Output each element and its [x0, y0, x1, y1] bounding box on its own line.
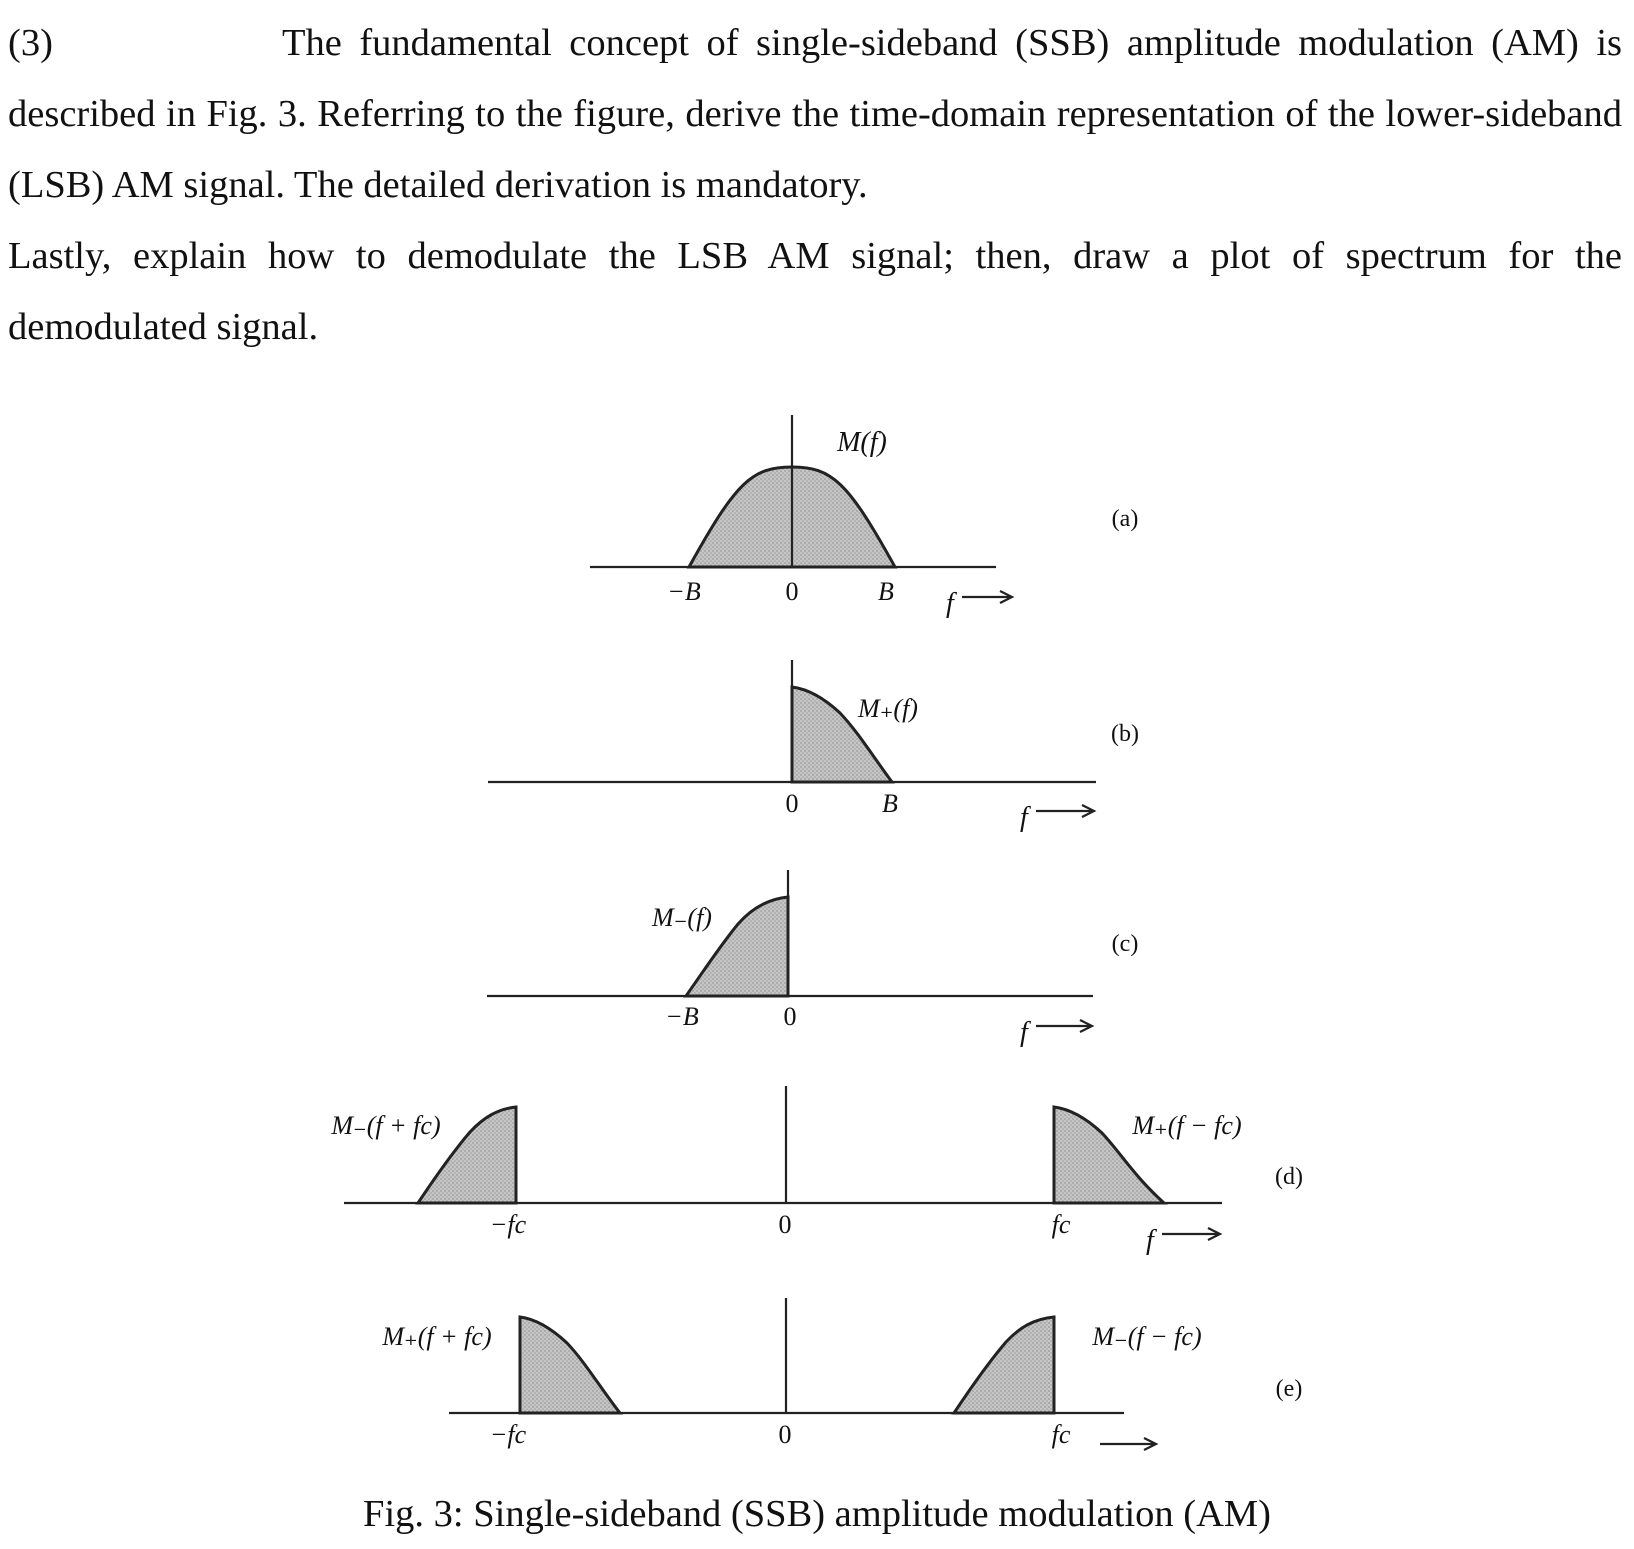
ssb-spectrum-figure: [0, 410, 1634, 1490]
panel-e-label: (e): [1275, 1376, 1303, 1402]
panel-c: [487, 870, 1138, 1048]
problem-number: (3): [8, 22, 53, 64]
figure-caption: Fig. 3: Single-sideband (SSB) amplitude modulation (AM): [363, 1493, 1271, 1535]
panel-e-tick-zero: 0: [778, 1420, 792, 1449]
panel-d-right-curve-label: M₊(f − fc): [1132, 1111, 1242, 1140]
panel-b: [488, 660, 1139, 833]
panel-c-label: (c): [1111, 931, 1139, 957]
panel-c-tick-zero: 0: [783, 1002, 797, 1031]
panel-d: [330, 1086, 1303, 1256]
panel-a: [590, 415, 1138, 619]
panel-a-label: (a): [1111, 506, 1139, 532]
problem-statement-2: Lastly, explain how to demodulate the LSB AM signal; then, draw a plot of spectrum for the demodulated signal.: [8, 235, 1622, 348]
panel-b-axis-arrow: [1036, 805, 1094, 817]
panel-b-axis-label: f: [1020, 802, 1028, 833]
panel-e-right-curve-label: M₋(f − fc): [1092, 1322, 1202, 1351]
panel-a-axis-label: f: [946, 588, 954, 619]
panel-b-tick-zero: 0: [785, 789, 799, 818]
problem-text: [8, 8, 1622, 363]
panel-d-tick-fc: fc: [1051, 1210, 1071, 1239]
panel-d-axis-arrow: [1162, 1228, 1220, 1240]
panel-e-left-curve-label: M₊(f + fc): [382, 1322, 492, 1351]
panel-b-curve-label: M₊(f): [858, 694, 918, 723]
panel-e: [381, 1298, 1302, 1450]
panel-e-right-sideband: [954, 1317, 1054, 1413]
panel-d-axis-label: f: [1146, 1225, 1154, 1256]
panel-d-label: (d): [1275, 1164, 1303, 1190]
problem-paragraph-2: [8, 221, 1622, 363]
panel-d-tick-neg-fc: −fc: [489, 1210, 527, 1239]
problem-paragraph-1: [8, 8, 1622, 221]
panel-c-tick-neg-b: −B: [665, 1002, 699, 1031]
panel-a-tick-neg-b: −B: [667, 577, 701, 606]
panel-d-left-curve-label: M₋(f + fc): [331, 1111, 441, 1140]
problem-statement-1: The fundamental concept of single-sideband (SSB) amplitude modulation (AM) is described in Fig. 3. Referring to the figure, derive the time-domain representation of the lower-sideband (LSB) AM signal. The detailed derivation is mandatory.: [8, 22, 1622, 206]
panel-a-curve-label: M(f): [837, 427, 887, 458]
panel-b-tick-b: B: [882, 789, 898, 818]
panel-e-tick-fc: fc: [1051, 1420, 1071, 1449]
panel-e-tick-neg-fc: −fc: [489, 1420, 527, 1449]
panel-c-axis-label: f: [1020, 1017, 1028, 1048]
panel-c-curve-label: M₋(f): [652, 903, 712, 932]
panel-c-axis-arrow: [1036, 1020, 1092, 1032]
panel-a-tick-zero: 0: [785, 577, 799, 606]
panel-a-tick-b: B: [878, 577, 894, 606]
panel-d-tick-zero: 0: [778, 1210, 792, 1239]
panel-b-label: (b): [1111, 721, 1139, 747]
panel-e-axis-arrow: [1100, 1438, 1156, 1450]
panel-a-axis-arrow: [962, 591, 1012, 603]
panel-e-left-sideband: [520, 1317, 620, 1413]
